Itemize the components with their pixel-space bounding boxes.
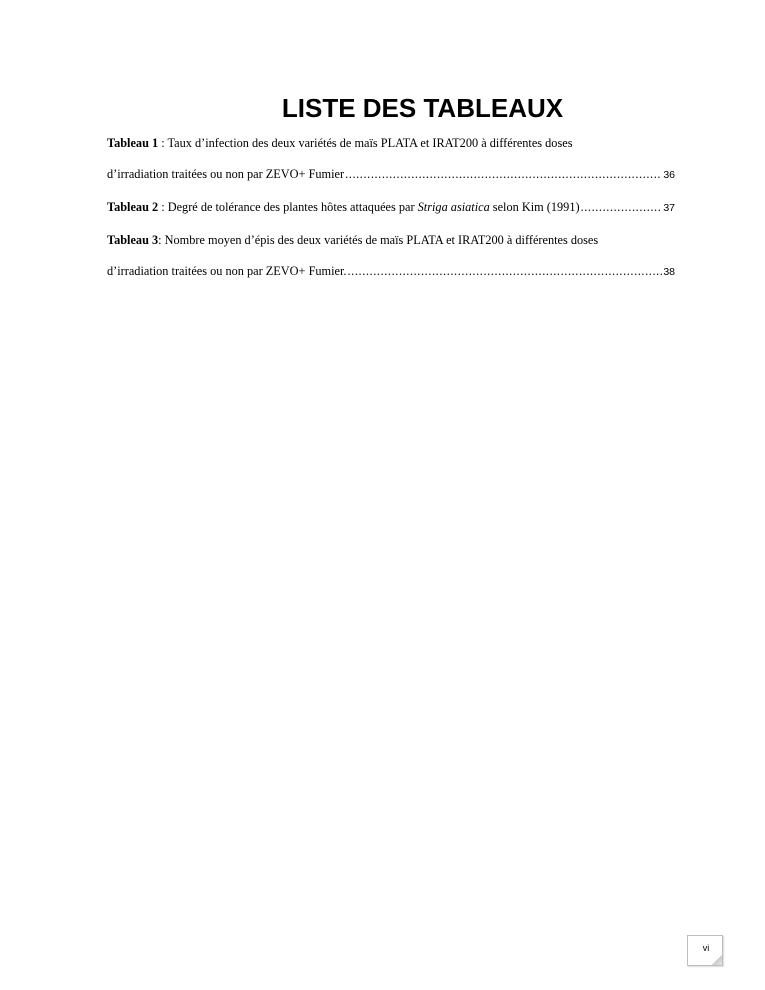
toc-entry-2-leader-dots — [581, 198, 663, 216]
toc-entry-1-page-number: 36 — [663, 169, 675, 181]
toc-entry-2[interactable] — [107, 198, 675, 216]
toc-entry-3-text-line-2: d’irradiation traitées ou non par ZEVO+ Fumier. — [107, 264, 347, 278]
page-number-box — [687, 935, 723, 966]
page-number: vi — [702, 943, 710, 953]
toc-entry-2-species-name: Striga asiatica — [417, 200, 490, 214]
toc-entry-3-text-line-1: : Nombre moyen d’épis des deux variétés de maïs PLATA et IRAT200 à différentes doses — [158, 233, 599, 247]
toc-entry-3-leader-dots — [348, 262, 663, 280]
toc-entry-2-text — [107, 198, 580, 216]
toc-entry-1-leader-dots — [345, 165, 662, 183]
toc-entry-3-line-1 — [107, 231, 675, 249]
toc-entry-2-page-number: 37 — [663, 202, 675, 214]
toc-entry-2-text-after: selon Kim (1991) — [489, 200, 580, 214]
toc-entry-1-label: Tableau 1 — [107, 136, 159, 150]
page-curl-icon — [712, 955, 722, 965]
toc-entry-2-label: Tableau 2 — [107, 200, 159, 214]
toc-entry-3-page-number: 38 — [663, 266, 675, 278]
toc-entry-3-label: Tableau 3 — [107, 233, 159, 247]
toc-entry-1-line-1 — [107, 134, 675, 152]
toc-entry-1-text-line-1: : Taux d’infection des deux variétés de maïs PLATA et IRAT200 à différentes doses — [158, 136, 573, 150]
toc-entry-3-line-2[interactable] — [107, 262, 675, 280]
toc-entry-2-text-before: : Degré de tolérance des plantes hôtes attaquées par — [158, 200, 418, 214]
page-title: LISTE DES TABLEAUX — [281, 93, 564, 123]
toc-entry-1-line-2[interactable] — [107, 165, 675, 183]
toc-entry-1-text-line-2: d’irradiation traitées ou non par ZEVO+ Fumier — [107, 167, 345, 181]
